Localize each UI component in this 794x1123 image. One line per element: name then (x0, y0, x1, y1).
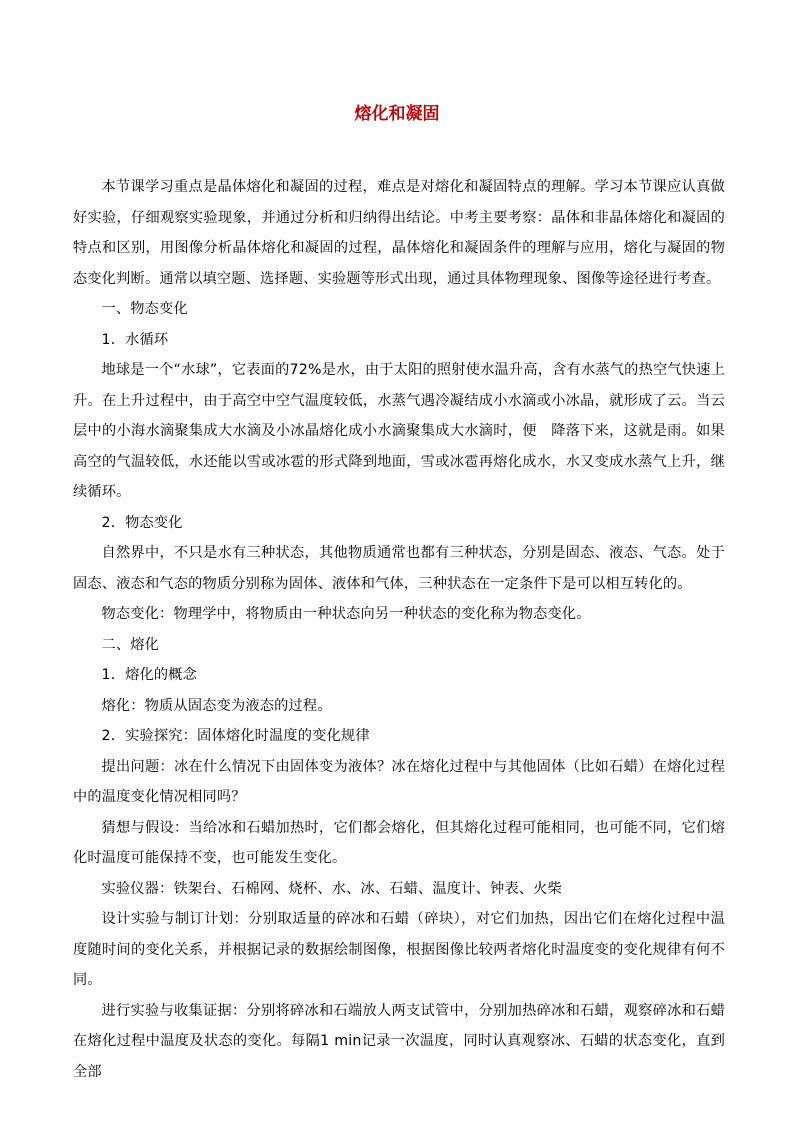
paragraph-hypothesis: 猜想与假设：当给冰和石蜡加热时，它们都会熔化，但其熔化过程可能相同，也可能不同，它们熔化时温度可能保持不变，也可能发生变化。 (73, 819, 725, 866)
paragraph-question: 提出问题：冰在什么情况下由固体变为液体？冰在熔化过程中与其他固体（比如石蜡）在熔化过程中的温度变化情况相同吗？ (73, 758, 725, 805)
paragraph-apparatus: 实验仪器：铁架台、石棉网、烧杯、水、冰、石蜡、温度计、钟表、火柴 (101, 880, 562, 897)
section-heading-melting: 二、熔化 (101, 636, 160, 653)
document-body (73, 172, 725, 1087)
paragraph-melting-definition: 熔化：物质从固态变为液态的过程。 (101, 697, 332, 714)
paragraph-water-cycle: 地球是一个“水球”，它表面的72%是水，由于太阳的照射使水温升高，含有水蒸气的热空气快速上升。在上升过程中，由于高空中空气温度较低，水蒸气遇冷凝结成小水滴或小冰晶，就形成了云。当云层中的小海水滴聚集成大水滴及小冰晶熔化成小水滴聚集成大水滴时，便 降落下来，这就是雨。如果高空的气温较低，水还能以雪或冰雹的形式降到地面，雪或冰雹再熔化成水，水又变成水蒸气上升，继续循环。 (73, 362, 725, 500)
subheading-state-change: 2．物态变化 (101, 514, 183, 531)
paragraph-procedure: 进行实验与收集证据：分别将碎冰和石端放人两支试管中，分别加热碎冰和石蜡，观察碎冰和石蜡在熔化过程中温度及状态的变化。每隔1 min记录一次温度，同时认真观察冰、石蜡的状态变化，直到全部 (73, 1002, 725, 1080)
paragraph-state-change-definition: 物态变化：物理学中，将物质由一种状态向另一种状态的变化称为物态变化。 (101, 606, 591, 622)
subheading-water-cycle: 1．水循环 (101, 331, 169, 348)
paragraph-three-states: 自然界中，不只是水有三种状态，其他物质通常也都有三种状态，分别是固态、液态、气态。处于固态、液态和气态的物质分别称为固体、液体和气体，三种状态在一定条件下是可以相互转化的。 (73, 545, 725, 592)
paragraph-plan: 设计实验与制订计划：分别取适量的碎冰和石蜡（碎块），对它们加热，因出它们在熔化过程中温度随时间的变化关系，并根据记录的数据绘制图像，根据图像比较两者熔化时温度变的变化规律有何不同。 (73, 911, 725, 988)
subheading-melting-concept: 1．熔化的概念 (101, 667, 198, 683)
section-heading-state-change: 一、物态变化 (101, 301, 188, 317)
paragraph-intro: 本节课学习重点是晶体熔化和凝固的过程，难点是对熔化和凝固特点的理解。学习本节课应认真做好实验，仔细观察实验现象，并通过分析和归纳得出结论。中考主要考察：晶体和非晶体熔化和凝固的特点和区别，用图像分析晶体熔化和凝固的过程，晶体熔化和凝固条件的理解与应用，熔化与凝固的物态变化判断。通常以填空题、选择题、实验题等形式出现，通过具体物理现象、图像等途径进行考查。 (73, 179, 725, 287)
page-title: 熔化和凝固 (354, 104, 440, 124)
subheading-experiment: 2．实验探究：固体熔化时温度的变化规律 (101, 728, 370, 744)
